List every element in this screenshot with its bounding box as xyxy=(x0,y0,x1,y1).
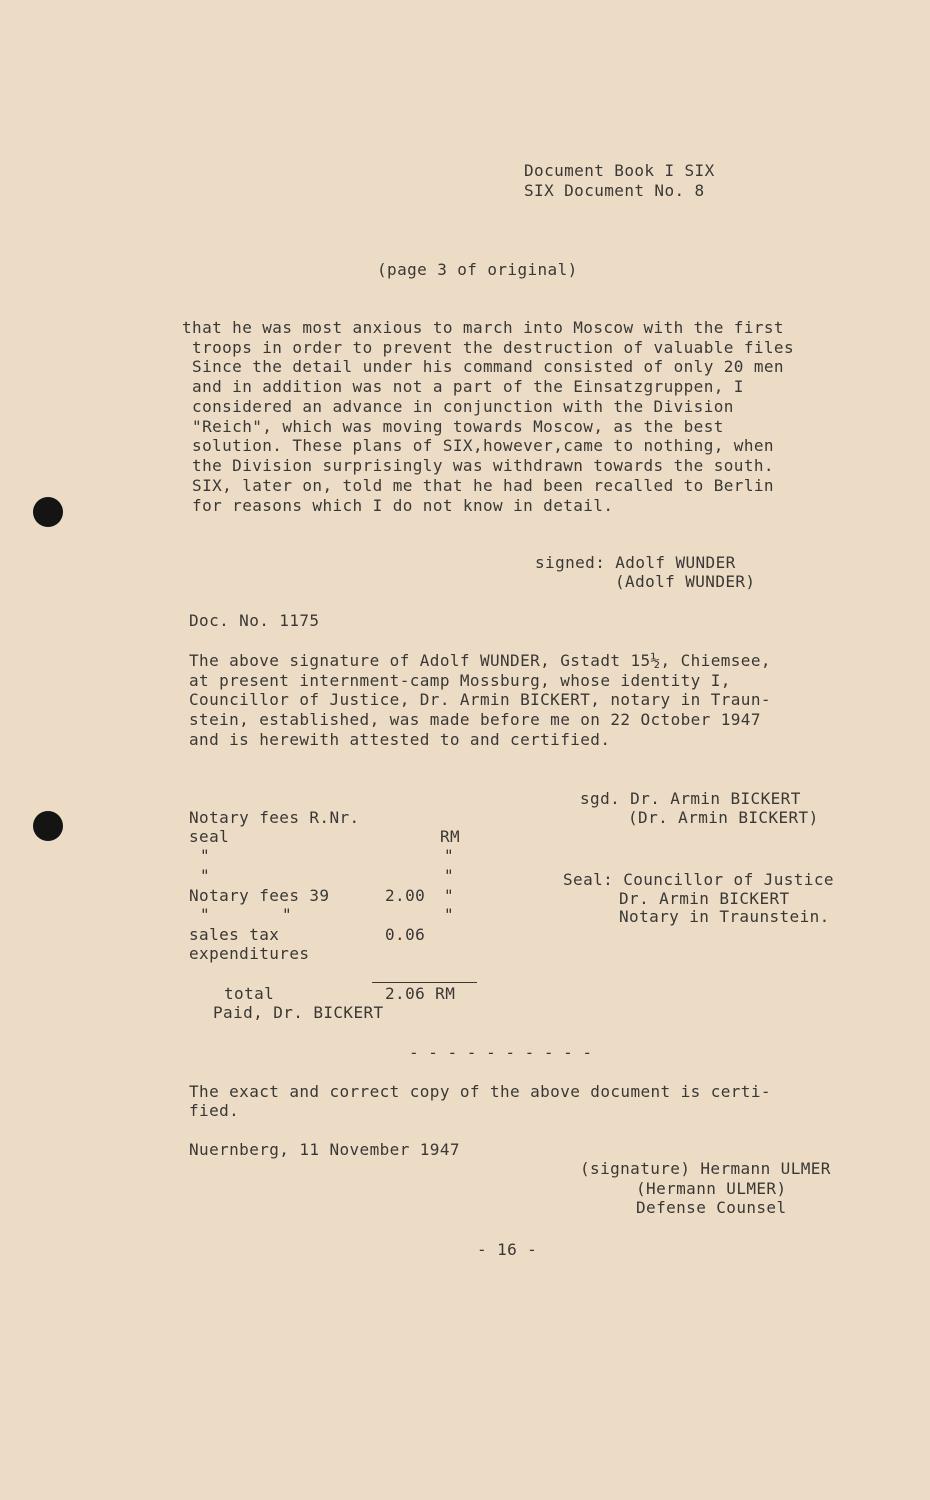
doc-number: Doc. No. 1175 xyxy=(189,611,320,630)
attestation-line: Councillor of Justice, Dr. Armin BICKERT, notary in Traun- xyxy=(189,690,771,709)
page-number: - 16 - xyxy=(477,1240,538,1259)
ditto-mark: " xyxy=(444,905,455,924)
ditto-mark: " xyxy=(200,905,211,924)
separator-line: - - - - - - - - - - xyxy=(409,1043,593,1062)
notary-signature-name: (Dr. Armin BICKERT) xyxy=(628,808,819,827)
body-line: considered an advance in conjunction with the Division xyxy=(182,397,734,416)
attestation-line: and is herewith attested to and certified. xyxy=(189,730,611,749)
signature-wunder: signed: Adolf WUNDER xyxy=(535,553,736,572)
notary-fees-value: 2.00 xyxy=(385,886,426,905)
attestation-line: at present internment-camp Mossburg, whose identity I, xyxy=(189,671,731,690)
ditto-mark: " xyxy=(282,905,293,924)
ditto-mark: " xyxy=(444,866,455,885)
counsel-signature: (signature) Hermann ULMER xyxy=(580,1159,831,1178)
counsel-title: Defense Counsel xyxy=(636,1198,787,1217)
total-underline xyxy=(372,982,477,983)
body-line: solution. These plans of SIX,however,came to nothing, when xyxy=(182,436,774,455)
ditto-mark: " xyxy=(200,846,211,865)
seal-line: Notary in Traunstein. xyxy=(619,907,830,926)
header-document-number: SIX Document No. 8 xyxy=(524,181,705,200)
sales-tax-value: 0.06 xyxy=(385,925,426,944)
attestation-line: The above signature of Adolf WUNDER, Gstadt 15½, Chiemsee, xyxy=(189,651,771,670)
body-line: and in addition was not a part of the Einsatzgruppen, I xyxy=(182,377,744,396)
total-label: total xyxy=(224,984,275,1003)
fees-seal-label: seal xyxy=(189,827,230,846)
header-document-book: Document Book I SIX xyxy=(524,161,715,180)
certification-line: The exact and correct copy of the above document is certi- xyxy=(189,1082,771,1101)
ditto-mark: " xyxy=(444,886,455,905)
seal-line: Dr. Armin BICKERT xyxy=(619,889,790,908)
total-value: 2.06 RM xyxy=(385,984,456,1003)
attestation-line: stein, established, was made before me on 22 October 1947 xyxy=(189,710,761,729)
punch-hole-top xyxy=(33,497,63,527)
notary-signature: sgd. Dr. Armin BICKERT xyxy=(580,789,801,808)
body-line: SIX, later on, told me that he had been recalled to Berlin xyxy=(182,476,774,495)
body-line: "Reich", which was moving towards Moscow, as the best xyxy=(182,417,724,436)
body-line: troops in order to prevent the destruction of valuable files xyxy=(182,338,795,357)
counsel-name: (Hermann ULMER) xyxy=(636,1179,787,1198)
body-line: that he was most anxious to march into Moscow with the first xyxy=(182,318,784,337)
fees-header: Notary fees R.Nr. xyxy=(189,808,360,827)
paid-by: Paid, Dr. BICKERT xyxy=(213,1003,384,1022)
seal-line: Seal: Councillor of Justice xyxy=(563,870,834,889)
body-line: Since the detail under his command consisted of only 20 men xyxy=(182,357,784,376)
certification-line: fied. xyxy=(189,1101,240,1120)
body-line: the Division surprisingly was withdrawn towards the south. xyxy=(182,456,774,475)
ditto-mark: " xyxy=(200,866,211,885)
place-date: Nuernberg, 11 November 1947 xyxy=(189,1140,460,1159)
page-note: (page 3 of original) xyxy=(377,260,578,279)
expenditures-label: expenditures xyxy=(189,944,310,963)
body-line: for reasons which I do not know in detail. xyxy=(182,496,614,515)
ditto-mark: " xyxy=(444,846,455,865)
punch-hole-bottom xyxy=(33,811,63,841)
fees-currency: RM xyxy=(440,827,461,846)
signature-wunder-name: (Adolf WUNDER) xyxy=(615,572,756,591)
notary-fees-label: Notary fees 39 xyxy=(189,886,330,905)
sales-tax-label: sales tax xyxy=(189,925,280,944)
